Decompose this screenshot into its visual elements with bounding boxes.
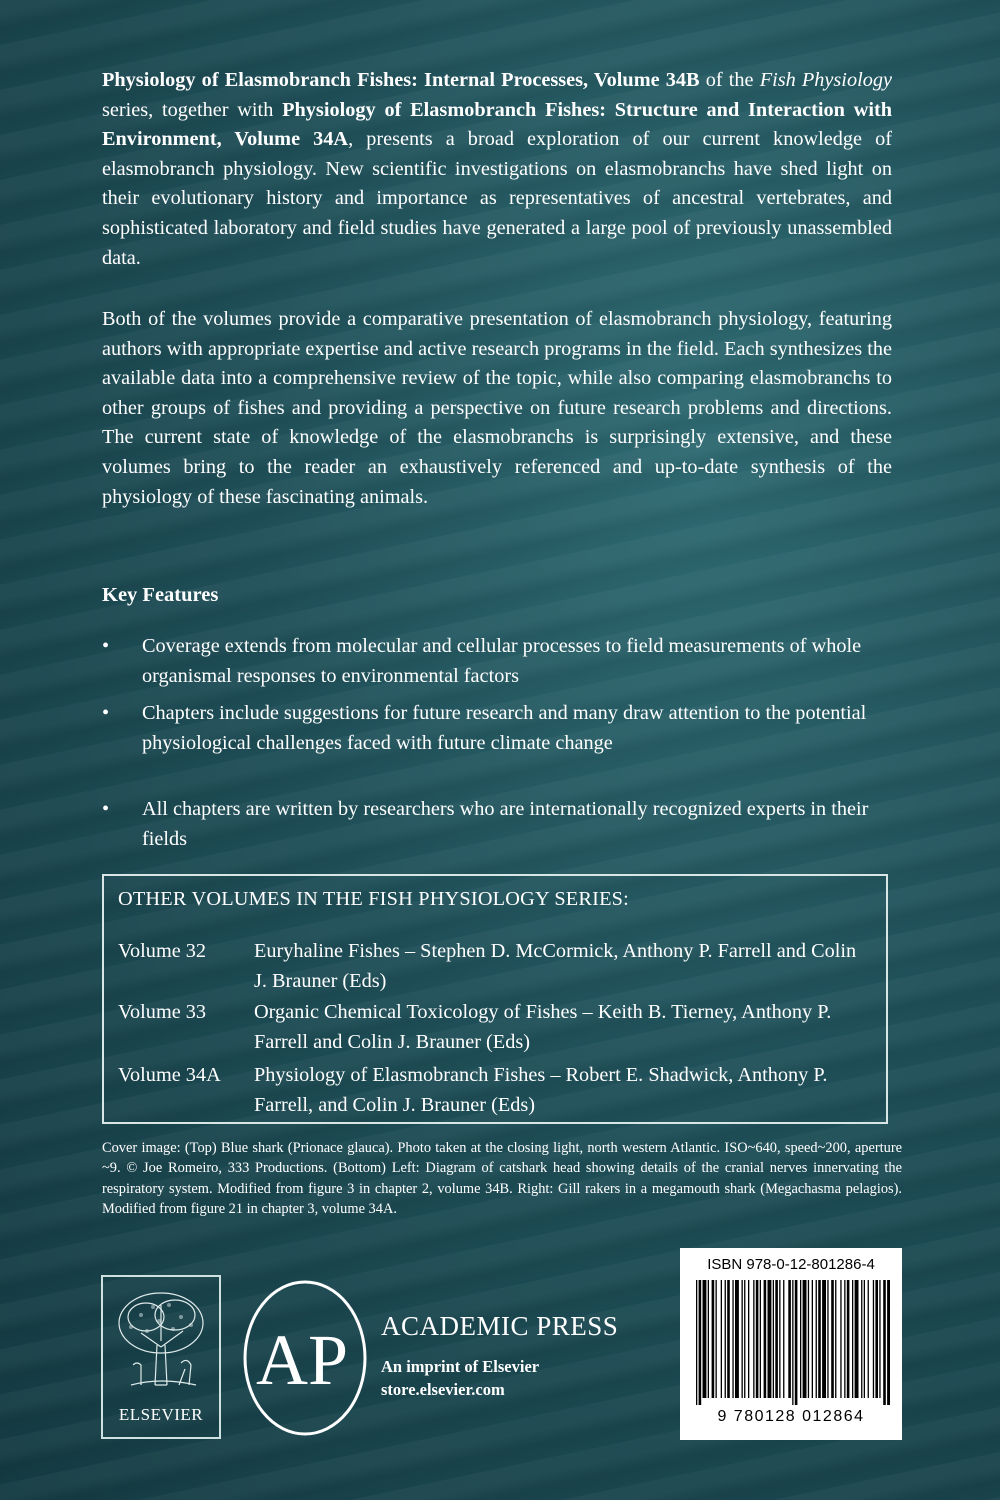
barcode-bar [708, 1280, 709, 1398]
barcode-bar [783, 1280, 784, 1398]
barcode-bar [831, 1280, 834, 1398]
barcode-bar [887, 1280, 890, 1405]
cover-image-credit: Cover image: (Top) Blue shark (Prionace glauca). Photo taken at the closing light, north western Atlantic. ISO~640, speed~200, aperture ~9. © Joe Romeiro, 333 Productions. (Bottom) Left: Diagram of catshark head showing details of the cranial nerves innervating the respiratory system. Modified from figure 3 in chapter 2, volume 34B. Right: Gill rakers in a megamouth shark (Megachasma pelagios). Modified from figure 21 in chapter 3, volume 34A. [102, 1140, 902, 1217]
barcode-bar [803, 1280, 807, 1398]
publisher-imprint: An imprint of Elsevier [381, 1357, 540, 1376]
barcode-bar [883, 1280, 886, 1405]
barcode-bar [760, 1280, 761, 1398]
publisher-store-url: store.elsevier.com [381, 1380, 505, 1399]
barcode-bars-icon [694, 1280, 890, 1405]
barcode-bar [716, 1280, 717, 1398]
barcode-bar [852, 1280, 853, 1398]
isbn-digits: 9 780128 012864 [717, 1408, 865, 1425]
elsevier-label: ELSEVIER [118, 1405, 204, 1424]
volume-34b-title: Physiology of Elasmobranch Fishes: Internal Processes, Volume 34B [102, 69, 700, 91]
barcode-bar [844, 1280, 845, 1398]
barcode-bar [775, 1280, 778, 1398]
barcode-bar [753, 1280, 754, 1398]
isbn-label: ISBN 978-0-12-801286-4 [707, 1256, 875, 1273]
publisher-name: ACADEMIC PRESS [381, 1311, 619, 1341]
barcode-bar [792, 1280, 793, 1405]
barcode-bar [727, 1280, 730, 1398]
barcode-bar [788, 1280, 791, 1398]
barcode-bar [822, 1280, 826, 1398]
volume-34a-title: Physiology of Elasmobranch Fishes: Structure and Interaction with Environment, Volume 34A [102, 98, 893, 151]
barcode-bar [742, 1280, 743, 1398]
bullet-icon: • [102, 702, 110, 724]
barcode-bar [699, 1280, 702, 1405]
barcode-bar [818, 1280, 821, 1398]
barcode-bar [795, 1280, 798, 1405]
barcode-bar [855, 1280, 859, 1398]
barcode-bar [764, 1280, 767, 1398]
barcode-bar [779, 1280, 780, 1398]
barcode-bar [879, 1280, 880, 1398]
barcode-bar [864, 1280, 865, 1398]
elsevier-tree-icon [111, 1285, 211, 1395]
barcode-bar [812, 1280, 813, 1398]
series-name: Fish Physiology [759, 69, 893, 91]
barcode-bar [816, 1280, 817, 1398]
barcode-bar [703, 1280, 707, 1398]
intro-text-e: , presents a broad exploration of our current knowledge of elasmobranch physiology. New scientific investigations on elasmobranchs have shed light on their evolutionary history and importance as representatives of ancestral vertebrates, and sophisticated laboratory and field studies have generated a large pool of previously unassembled data. [102, 128, 892, 269]
barcode-bar [748, 1280, 749, 1398]
academic-press-logo-icon [240, 1278, 370, 1438]
barcode-bar [744, 1280, 745, 1398]
barcode-bar [808, 1280, 809, 1398]
barcode-bar [873, 1280, 874, 1398]
barcode-bar [732, 1280, 733, 1398]
barcode-bar [875, 1280, 878, 1398]
barcode-bar [721, 1280, 722, 1398]
intro-text-c: series, together with [102, 98, 283, 121]
bullet-icon: • [102, 798, 110, 820]
intro-text-b: of the [699, 69, 760, 91]
barcode-bar [768, 1280, 772, 1398]
volume-description: Euryhaline Fishes – Stephen D. McCormick, Anthony P. Farrell and Colin J. Brauner (Eds) [254, 940, 857, 992]
volume-description: Physiology of Elasmobranch Fishes – Robert E. Shadwick, Anthony P. Farrell, and Colin J. Brauner (Eds) [254, 1064, 828, 1116]
volume-label: Volume 33 [118, 1001, 207, 1023]
intro-paragraph [102, 66, 892, 273]
key-features-heading: Key Features [102, 584, 219, 606]
isbn-barcode [680, 1248, 902, 1440]
volume-label: Volume 34A [118, 1064, 221, 1086]
barcode-bar [800, 1280, 801, 1398]
description-paragraph: Both of the volumes provide a comparative presentation of elasmobranch physiology, featuring authors with appropriate expertise and active research programs in the field. Each synthesizes the available data into a comprehensive review of the topic, while also comparing elasmobranchs to other groups of fishes and providing a perspective on future research problems and directions. The current state of knowledge of the elasmobranchs is surprisingly extensive, and these volumes bring to the reader an exhaustively referenced and up-to-date synthesis of the physiology of these fascinating animals. [102, 308, 892, 508]
feature-text: Chapters include suggestions for future research and many draw attention to the potential physiological challenges faced with future climate change [142, 702, 867, 754]
barcode-bar [835, 1280, 836, 1398]
barcode-bar [773, 1280, 774, 1398]
barcode-bar [868, 1280, 869, 1398]
barcode-bar [840, 1280, 841, 1398]
barcode-bar [861, 1280, 862, 1398]
barcode-bar [696, 1280, 697, 1405]
other-volumes-title: OTHER VOLUMES IN THE FISH PHYSIOLOGY SERIES: [118, 888, 629, 910]
barcode-bar [827, 1280, 828, 1398]
barcode-bar [735, 1280, 739, 1398]
barcode-bar [756, 1280, 759, 1398]
barcode-bar [847, 1280, 850, 1398]
barcode-bar [712, 1280, 715, 1398]
volume-label: Volume 32 [118, 940, 207, 962]
volume-description: Organic Chemical Toxicology of Fishes – Keith B. Tierney, Anthony P. Farrell and Colin J. Brauner (Eds) [254, 1001, 832, 1053]
elsevier-logo [101, 1275, 221, 1439]
other-volumes-box [102, 874, 888, 1124]
feature-text: All chapters are written by researchers who are internationally recognized experts in their fields [142, 798, 869, 850]
barcode-bar [725, 1280, 726, 1398]
bullet-icon: • [102, 635, 110, 657]
feature-text: Coverage extends from molecular and cellular processes to field measurements of whole organismal responses to environmental factors [142, 635, 862, 687]
ap-letters: AP [255, 1320, 349, 1400]
